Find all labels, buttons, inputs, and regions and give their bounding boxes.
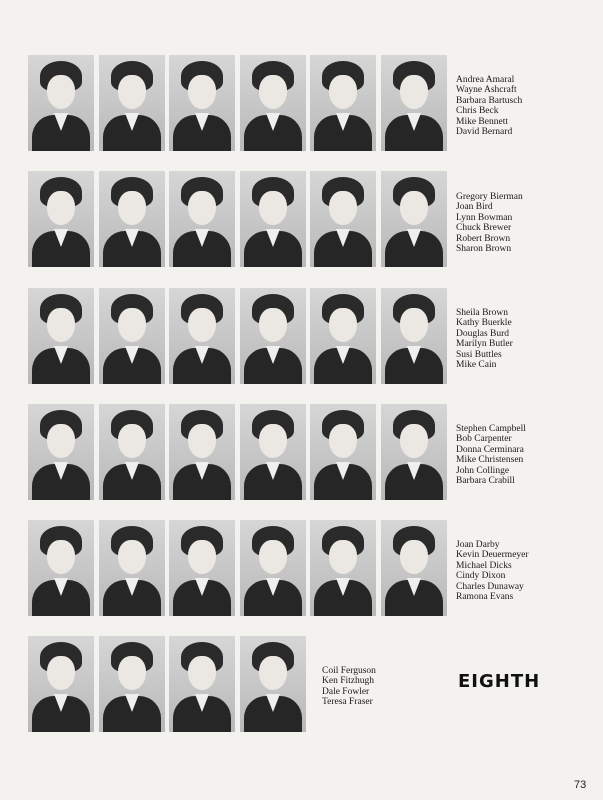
- student-name: Chuck Brewer: [456, 223, 512, 234]
- student-portrait: [169, 288, 235, 384]
- student-name: John Collinge: [456, 465, 510, 476]
- student-name: Sharon Brown: [456, 244, 512, 255]
- student-name: Cindy Dixon: [456, 571, 506, 582]
- student-portrait: [28, 171, 94, 267]
- student-portrait: [240, 288, 306, 384]
- student-portrait: [99, 636, 165, 732]
- student-name: Ken Fitzhugh: [322, 676, 374, 687]
- student-name: Lynn Bowman: [456, 212, 513, 223]
- student-portrait: [28, 55, 94, 151]
- student-portrait: [381, 520, 447, 616]
- student-name-list: [456, 424, 526, 486]
- student-portrait: [28, 288, 94, 384]
- student-name: Michael Dicks: [456, 560, 512, 571]
- student-name: Douglas Burd: [456, 328, 510, 339]
- student-name: Robert Brown: [456, 233, 511, 244]
- student-name: Dale Fowler: [322, 686, 370, 697]
- student-name: Chris Beck: [456, 106, 499, 117]
- student-portrait: [310, 520, 376, 616]
- student-portrait: [99, 171, 165, 267]
- student-portrait: [310, 288, 376, 384]
- student-portrait: [169, 55, 235, 151]
- student-portrait: [28, 520, 94, 616]
- student-name: Coil Ferguson: [322, 666, 376, 676]
- student-portrait: [169, 171, 235, 267]
- student-name: Sheila Brown: [456, 308, 508, 318]
- student-name: Barbara Bartusch: [456, 95, 523, 106]
- student-name: Andrea Amaral: [456, 75, 515, 85]
- student-name: Gregory Bierman: [456, 192, 523, 202]
- student-portrait: [240, 520, 306, 616]
- student-portrait: [381, 171, 447, 267]
- student-name: Joan Bird: [456, 202, 493, 213]
- student-name-list: [322, 666, 376, 708]
- student-portrait: [28, 404, 94, 500]
- student-name-list: [456, 192, 523, 254]
- student-portrait: [381, 55, 447, 151]
- student-portrait: [381, 288, 447, 384]
- student-name: Ramona Evans: [456, 592, 514, 603]
- student-name-list: [456, 308, 513, 370]
- student-portrait: [99, 55, 165, 151]
- student-name: Mike Cain: [456, 360, 497, 371]
- page-number: 73: [574, 779, 587, 791]
- student-name-list: [456, 75, 522, 137]
- student-portrait: [240, 636, 306, 732]
- student-name: Mike Bennett: [456, 116, 508, 127]
- student-portrait: [99, 520, 165, 616]
- student-name: Barbara Crabill: [456, 476, 515, 487]
- student-name-list: [456, 540, 529, 602]
- student-name: Mike Christensen: [456, 455, 524, 466]
- student-name: Marilyn Butler: [456, 339, 513, 350]
- student-name: David Bernard: [456, 127, 513, 138]
- student-portrait: [169, 636, 235, 732]
- student-name: Kathy Buerkle: [456, 318, 512, 329]
- student-portrait: [381, 404, 447, 500]
- student-name: Teresa Fraser: [322, 697, 373, 708]
- student-portrait: [169, 520, 235, 616]
- student-name: Stephen Campbell: [456, 424, 526, 434]
- student-name: Bob Carpenter: [456, 434, 512, 445]
- student-portrait: [240, 55, 306, 151]
- student-portrait: [28, 636, 94, 732]
- student-portrait: [169, 404, 235, 500]
- student-name: Charles Dunaway: [456, 581, 524, 592]
- student-name: Susi Buttles: [456, 349, 502, 360]
- student-portrait: [310, 171, 376, 267]
- student-portrait: [310, 404, 376, 500]
- student-portrait: [99, 404, 165, 500]
- grade-heading: EIGHTH: [458, 671, 541, 692]
- student-name: Wayne Ashcraft: [456, 85, 517, 96]
- student-portrait: [310, 55, 376, 151]
- student-name: Donna Cerminara: [456, 444, 524, 455]
- student-name: Kevin Deuermeyer: [456, 550, 529, 561]
- student-portrait: [240, 171, 306, 267]
- student-name: Joan Darby: [456, 540, 500, 550]
- student-portrait: [99, 288, 165, 384]
- student-portrait: [240, 404, 306, 500]
